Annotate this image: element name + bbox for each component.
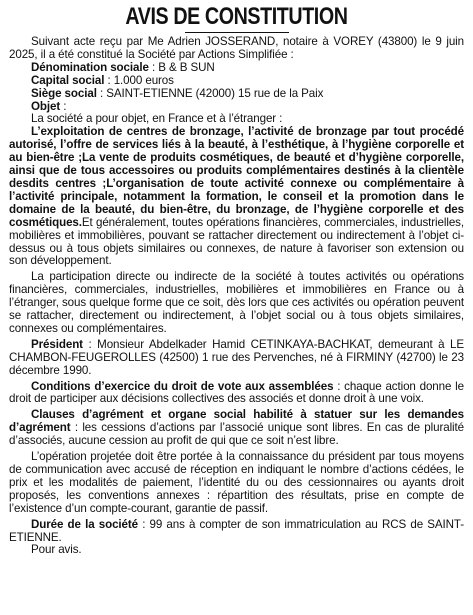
denomination-value: : B & B SUN [148,60,215,74]
title-underline [185,32,289,33]
denomination-label: Dénomination sociale [31,60,149,74]
vote-paragraph [9,381,464,407]
siege-line [9,88,464,101]
capital-label: Capital social [31,73,105,87]
objet-bold-text: L’exploitation de centres de bronzage, l’activité de bronzage par tout procédé autorisé, l’offre de services liés à la beauté, à l’esthétique, à l’hygiène corporelle et au bien-être ;La vente de produits cosmétiques, de beauté et d’hygiène corporelle, ainsi que de tous accessoires ou produits complémentaires destinés à la clientèle desdits centres ;L’organisation de toute activité connexe ou complémentaire à l’activité principale, notamment la formation, le conseil et la promotion dans le domaine de la beauté, du bien-être, du bronzage, de l’hygiène corporelle et des cosmétiques. [9,125,464,229]
duree-value: : 99 ans à compter de son immatriculation au RCS de SAINT-ETIENNE. [9,517,464,544]
capital-value: : 1.000 euros [104,73,174,87]
intro-paragraph: Suivant acte reçu par Me Adrien JOSSERAND, notaire à VOREY (43800) le 9 juin 2025, il a été constitué la Société par Actions Simplifiée : [9,35,464,61]
agrement-value: : les cessions d’actions par l’associé unique sont libres. En cas de pluralité d’associés, aucune cession au profit de qui que ce soit n’est libre. [9,421,464,448]
objet-paragraph [9,126,464,268]
duree-label: Durée de la société [31,517,139,531]
notice-title: AVIS DE CONSTITUTION [125,3,348,30]
agrement-paragraph [9,409,464,448]
vote-label: Conditions d’exercice du droit de vote aux assemblées [31,379,334,393]
siege-label: Siège social [31,86,97,100]
participation-paragraph: La participation directe ou indirecte de la société à toutes activités ou opérations financières, commerciales, industrielles, mobilières et immobilières en France ou à l’étranger, sous quelque forme que ce soit, dès lors que ces activités ou opération peuvent se rattacher, directement ou indirectement, à l’objet social ou à tous objets similaires, connexes ou complémentaires. [9,270,464,335]
president-paragraph [9,339,464,378]
notice-body [9,36,464,557]
objet-label: Objet [31,99,61,113]
operation-paragraph: L’opération projetée doit être portée à la connaissance du président par tous moyens de communication avec accusé de réception en indiquant le nombre d’actions cédées, le prix et les modalités de paiement, l’identité du ou des cessionnaires ou ayants droit proposés, les conventions annexes : répartition des résultats, prise en compte de l’existence d’un compte-courant, garantie de passif. [9,450,464,515]
vote-value: : chaque action donne le droit de participer aux décisions collectives des associés et donne droit à une voix. [9,379,464,406]
siege-value: : SAINT-ETIENNE (42000) 15 rue de la Paix [96,86,324,100]
objet-intro: La société a pour objet, en France et à l’étranger : [31,112,283,126]
objet-rest-text: Et généralement, toutes opérations financières, commerciales, industrielles, mobilières et immobilières, pouvant se rattacher directement ou indirectement à l’objet ci-dessus ou à tous objets similaires ou connexes, de nature à favoriser son extension ou son développement. [9,215,464,268]
objet-value: : [60,99,67,113]
president-label: Président [31,337,83,351]
closing-line: Pour avis. [31,543,82,557]
president-value: : Monsieur Abdelkader Hamid CETINKAYA-BACHKAT, demeurant à LE CHAMBON-FEUGEROLLES (42500) 1 rue des Pervenches, né à FIRMINY (42700) le 23 décembre 1990. [9,337,464,377]
duree-paragraph [9,519,464,545]
agrement-label: Clauses d’agrément et organe social habilité à statuer sur les demandes d’agrément [9,408,464,435]
